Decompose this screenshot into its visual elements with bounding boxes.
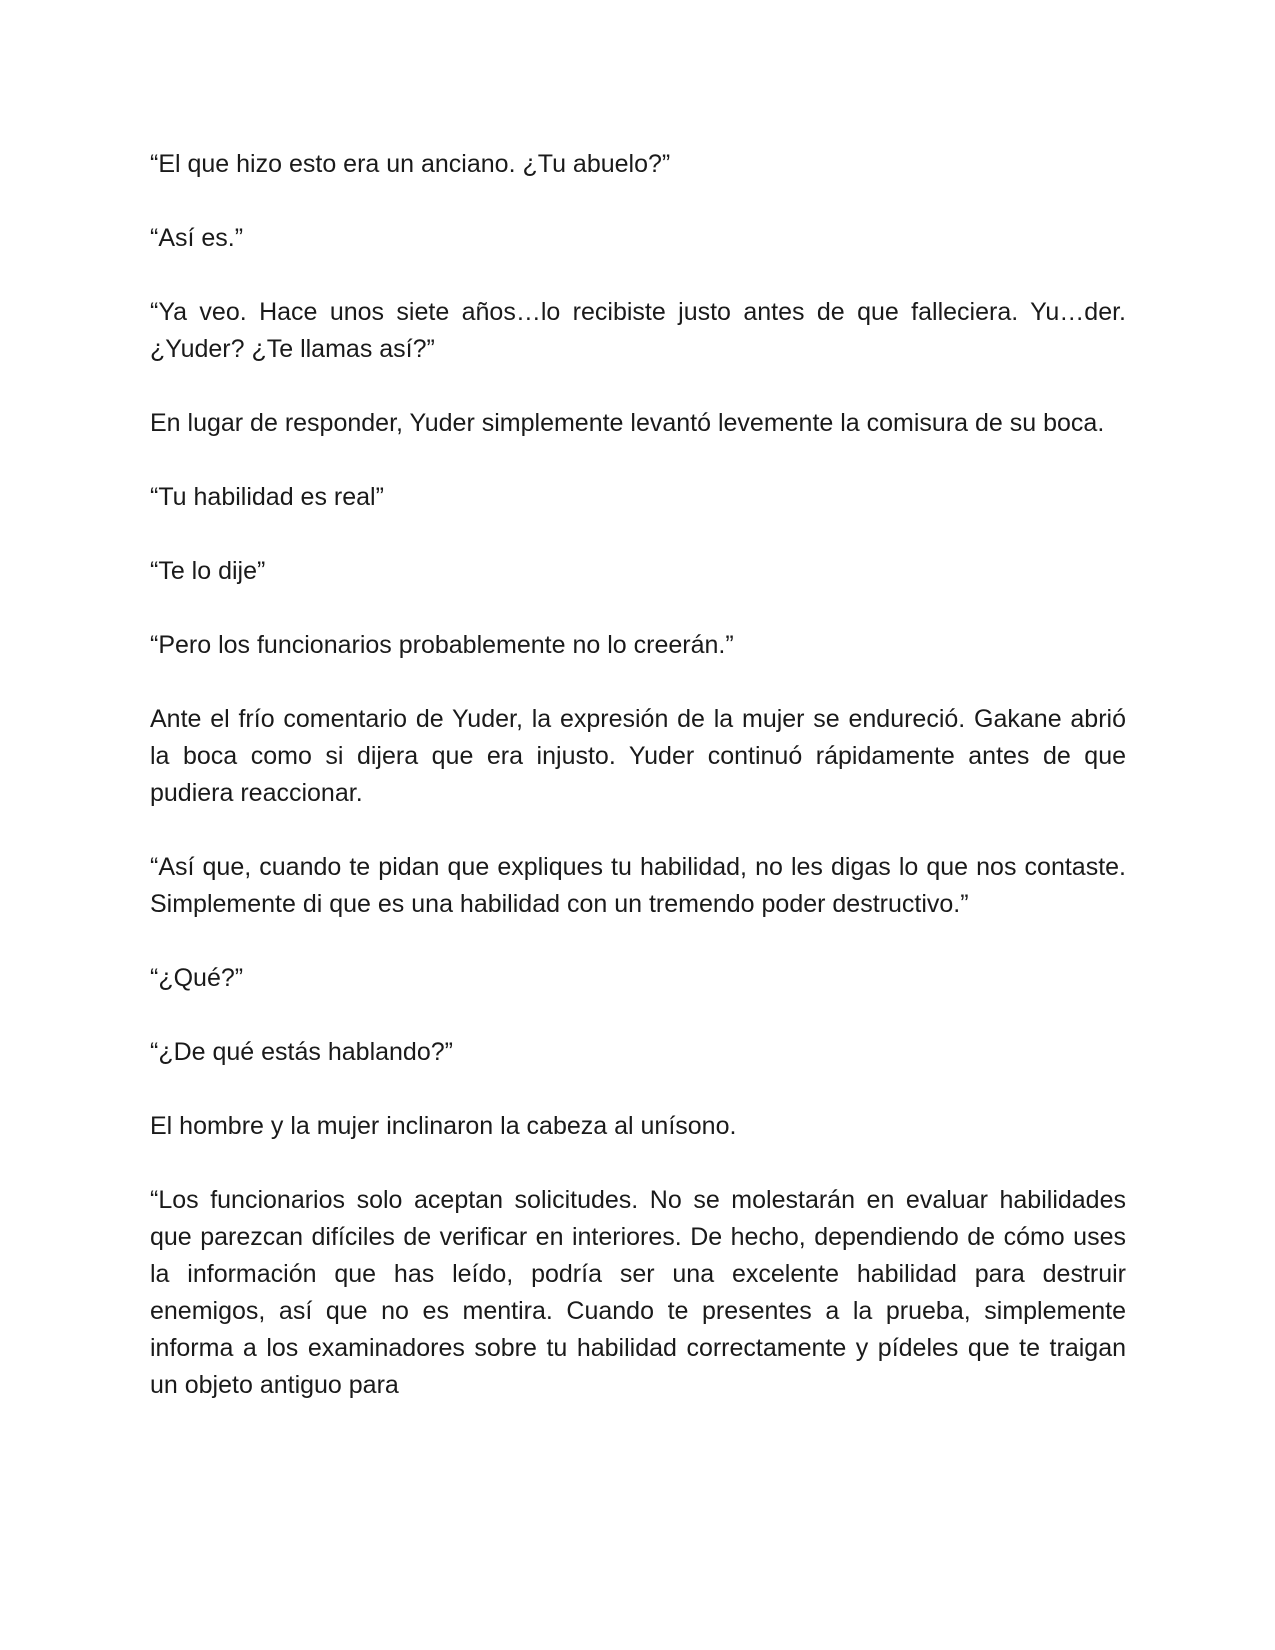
paragraph: El hombre y la mujer inclinaron la cabeza al unísono. <box>150 1112 737 1140</box>
paragraph: “Así es.” <box>150 224 244 252</box>
paragraph: “Ya veo. Hace unos siete años…lo recibiste justo antes de que falleciera. Yu…der. ¿Yuder? ¿Te llamas así?” <box>150 298 1126 363</box>
paragraph: “Así que, cuando te pidan que expliques tu habilidad, no les digas lo que nos contaste. Simplemente di que es una habilidad con un tremendo poder destructivo.” <box>150 853 1126 918</box>
paragraph: “Tu habilidad es real” <box>150 483 384 511</box>
document-page <box>150 146 1126 1404</box>
paragraph: Ante el frío comentario de Yuder, la expresión de la mujer se endureció. Gakane abrió la boca como si dijera que era injusto. Yuder continuó rápidamente antes de que pudiera reaccionar. <box>150 705 1126 807</box>
paragraph: “Pero los funcionarios probablemente no lo creerán.” <box>150 631 734 659</box>
paragraph: “El que hizo esto era un anciano. ¿Tu abuelo?” <box>150 150 671 178</box>
paragraph: “Te lo dije” <box>150 557 266 585</box>
paragraph: “¿Qué?” <box>150 964 244 992</box>
paragraph: En lugar de responder, Yuder simplemente levantó levemente la comisura de su boca. <box>150 409 1105 437</box>
paragraph: “Los funcionarios solo aceptan solicitudes. No se molestarán en evaluar habilidades que parezcan difíciles de verificar en interiores. De hecho, dependiendo de cómo uses la información que has leído, podría ser una excelente habilidad para destruir enemigos, así que no es mentira. Cuando te presentes a la prueba, simplemente informa a los examinadores sobre tu habilidad correctamente y pídeles que te traigan un objeto antiguo para <box>150 1186 1126 1399</box>
paragraph: “¿De qué estás hablando?” <box>150 1038 453 1066</box>
